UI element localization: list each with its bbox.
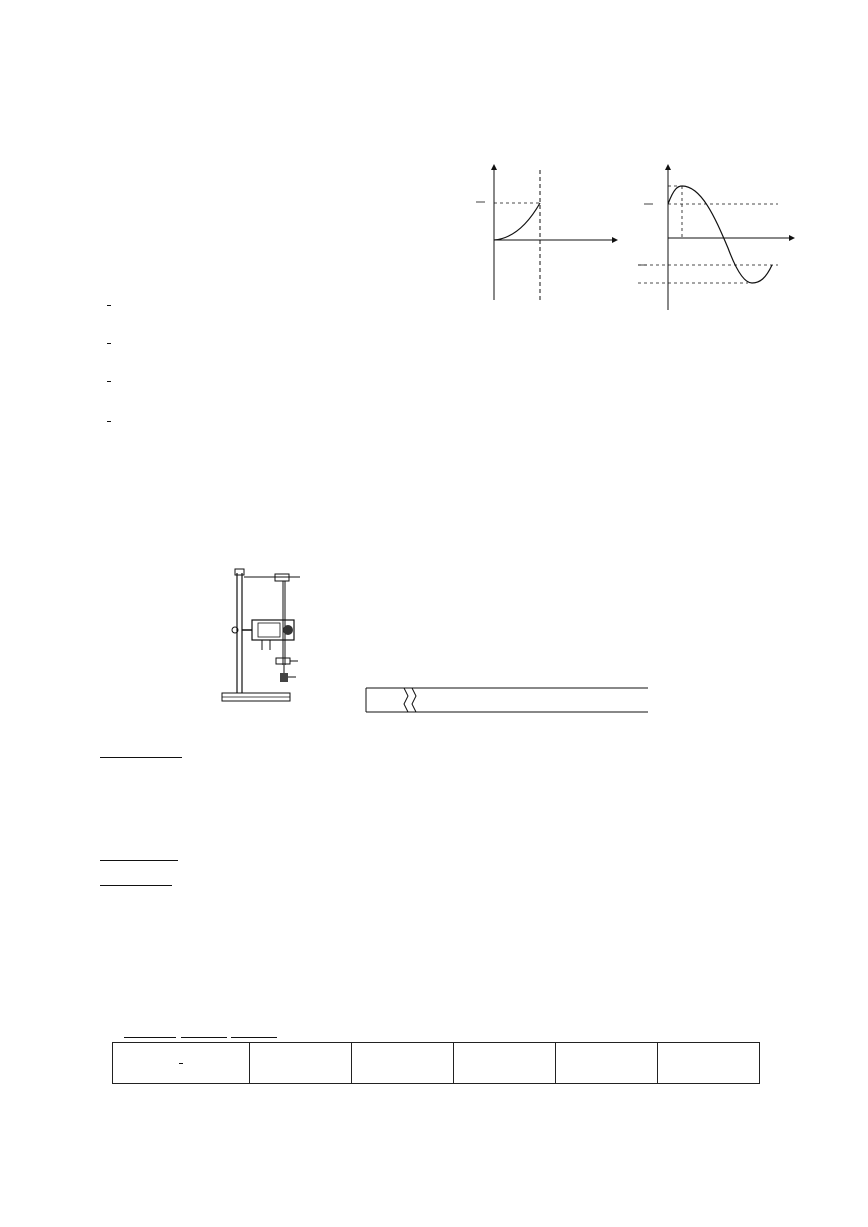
q11-sub3 xyxy=(100,866,172,886)
q10-option-a-fraction xyxy=(107,305,111,306)
q10-option-a[interactable] xyxy=(105,288,113,322)
frac-numerator xyxy=(107,343,111,344)
table-cell xyxy=(352,1043,454,1084)
table-cell xyxy=(454,1043,556,1084)
table-cell xyxy=(658,1043,760,1084)
q11-sub2-answer-blank[interactable] xyxy=(100,844,178,861)
q10-figure-region-diagram xyxy=(472,160,622,315)
frac-numerator xyxy=(179,1063,183,1064)
sine-curve xyxy=(668,186,772,283)
q10-option-b-fraction xyxy=(107,343,111,344)
q10-option-d[interactable] xyxy=(105,404,113,438)
q11-sub2 xyxy=(100,841,178,861)
q12-data-table xyxy=(112,1042,760,1084)
q12-r-answer-blank[interactable] xyxy=(231,1021,277,1038)
q11-apparatus-figure xyxy=(210,565,340,725)
q12-emf-answer-blank[interactable] xyxy=(181,1021,227,1038)
parabola-trajectory xyxy=(494,203,540,240)
q11-sub3-answer-blank[interactable] xyxy=(100,869,172,886)
table-cell xyxy=(113,1043,250,1084)
q10-figure-yt-graph xyxy=(628,160,798,315)
table-cell xyxy=(250,1043,352,1084)
q10-option-c[interactable] xyxy=(105,364,113,398)
frac-numerator xyxy=(107,421,111,422)
q12-line-6 xyxy=(124,1018,277,1038)
itotal-fraction xyxy=(179,1063,183,1064)
frac-numerator xyxy=(107,381,111,382)
q10-option-d-fraction xyxy=(107,421,111,422)
q10-option-b[interactable] xyxy=(105,326,113,360)
q11-sub1 xyxy=(100,738,182,758)
tape-break-2 xyxy=(412,688,416,712)
q10-option-c-fraction xyxy=(107,381,111,382)
weight-block xyxy=(280,673,288,682)
q11-sub1-answer-blank[interactable] xyxy=(100,741,182,758)
frac-numerator xyxy=(107,305,111,306)
timer-knob xyxy=(283,625,293,635)
tape-break-1 xyxy=(404,688,408,712)
q11-tape-figure xyxy=(360,670,660,730)
q12-rx-answer-blank[interactable] xyxy=(124,1021,176,1038)
table-cell xyxy=(556,1043,658,1084)
table-row xyxy=(113,1043,760,1084)
